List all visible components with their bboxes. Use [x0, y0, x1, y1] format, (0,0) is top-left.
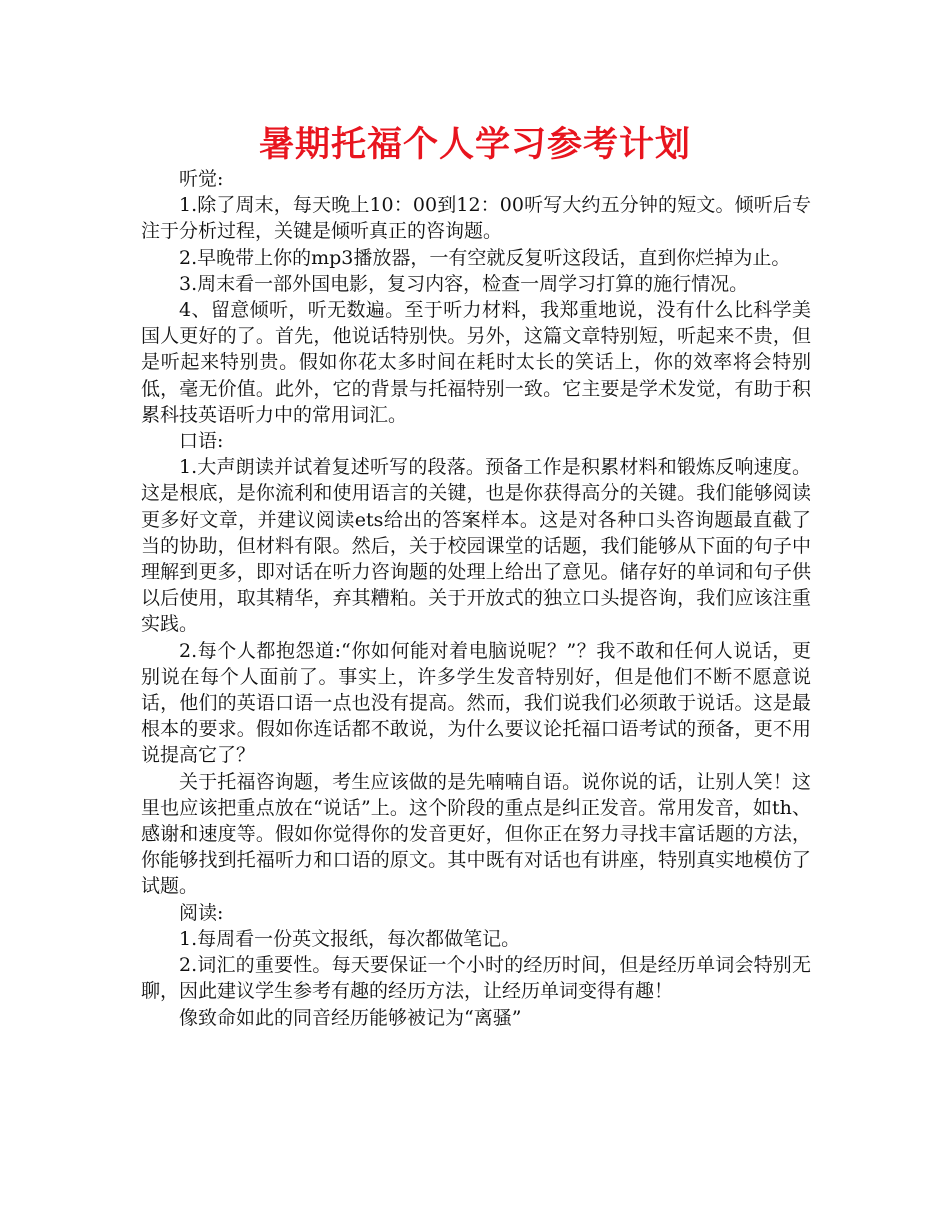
paragraph: 2.每个人都抱怨道:“你如何能对着电脑说呢？”？我不敢和任何人说话，更别说在每个人面前了。事实上，许多学生发音特别好，但是他们不断不愿意说话，他们的英语口语一点也没有提高。然而，我们说我们必须敢于说话。这是最根本的要求。假如你连话都不敢说，为什么要议论托福口语考试的预备，更不用说提高它了？: [141, 639, 811, 767]
section-heading-reading: 阅读:: [179, 901, 224, 924]
paragraph: 2.词汇的重要性。每天要保证一个小时的经历时间，但是经历单词会特别无聊，因此建议学生参考有趣的经历方法，让经历单词变得有趣！: [141, 954, 811, 1003]
paragraph: 关于托福咨询题，考生应该做的是先喃喃自语。说你说的话，让别人笑！这里也应该把重点放在“说话”上。这个阶段的重点是纠正发音。常用发音，如th、感谢和速度等。假如你觉得你的发音更好，但你正在努力寻找丰富话题的方法，你能够找到托福听力和口语的原文。其中既有对话也有讲座，特别真实地模仿了试题。: [141, 770, 811, 898]
document-title: 暑期托福个人学习参考计划: [258, 125, 691, 165]
paragraph: 1.除了周末，每天晚上10：00到12：00听写大约五分钟的短文。倾听后专注于分析过程，关键是倾听真正的咨询题。: [141, 194, 811, 243]
paragraph: 4、留意倾听，听无数遍。至于听力材料，我郑重地说，没有什么比科学美国人更好的了。首先，他说话特别快。另外，这篇文章特别短，听起来不贵，但是听起来特别贵。假如你花太多时间在耗时太长的笑话上，你的效率将会特别低，毫无价值。此外，它的背景与托福特别一致。它主要是学术发觉，有助于积累科技英语听力中的常用词汇。: [141, 299, 811, 426]
section-heading-speaking: 口语:: [179, 430, 224, 453]
document-body: [141, 166, 811, 1031]
paragraph: 3.周末看一部外国电影，复习内容，检查一周学习打算的施行情况。: [179, 272, 749, 295]
paragraph: 1.大声朗读并试着复述听写的段落。预备工作是积累材料和锻炼反响速度。这是根底，是你流利和使用语言的关键，也是你获得高分的关键。我们能够阅读更多好文章，并建议阅读ets给出的答案样本。这是对各种口头咨询题最直截了当的协助，但材料有限。然后，关于校园课堂的话题，我们能够从下面的句子中理解到更多，即对话在听力咨询题的处理上给出了意见。储存好的单词和句子供以后使用，取其精华，弃其糟粕。关于开放式的独立口头提咨询，我们应该注重实践。: [141, 456, 811, 636]
section-heading-listening: 听觉:: [179, 168, 224, 190]
paragraph: 像致命如此的同音经历能够被记为“离骚”: [179, 1006, 522, 1029]
paragraph: 2.早晚带上你的mp3播放器，一有空就反复听这段话，直到你烂掉为止。: [179, 246, 791, 269]
paragraph: 1.每周看一份英文报纸，每次都做笔记。: [179, 927, 521, 950]
